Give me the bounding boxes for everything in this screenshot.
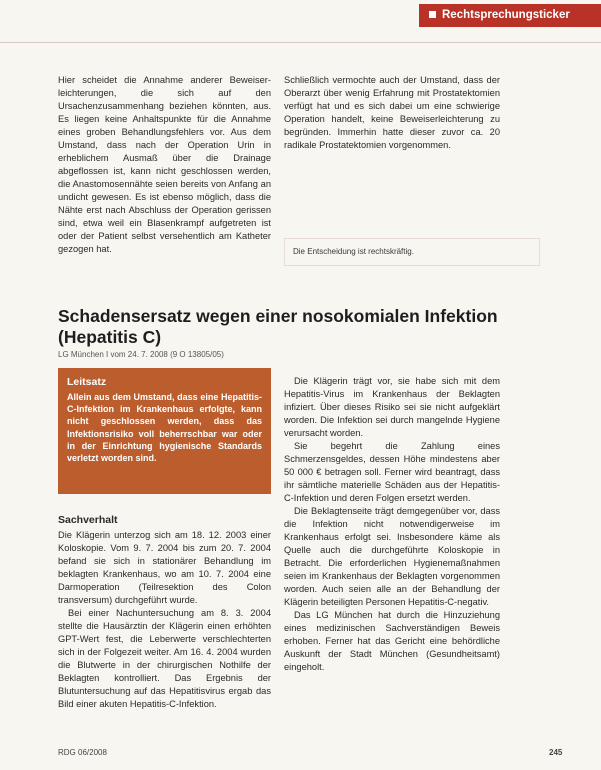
paragraph: Hier scheidet die Annahme anderer Beweiser-leichterungen, die sich auf den Ursachenzusammenhang beziehen könnten, aus. Es liegen keine Anhaltspunkte für die Annahme eines groben Behandlungsfehlers vor. Aus dem Umstand, dass nach der Operation Urin in erheblichem Ausmaß über die Drainage abgeflossen ist, kann nicht geschlossen werden, die Anastomosennähte seien bereits von Anfang an undicht gewesen. Es ist ebenso möglich, dass die Nähte erst nach Abschluss der Operation gerissen sind, etwa weil ein Blasenkrampf aufgetreten ist oder der Patient selbst versehentlich am Katheter gezogen hat. (58, 75, 271, 254)
court-reference: LG München I vom 24. 7. 2008 (9 O 13805/05) (58, 350, 224, 359)
page-number: 245 (549, 748, 563, 757)
section-ticker-badge (419, 4, 601, 27)
paragraph: Sie begehrt die Zahlung eines Schmerzensgeldes, dessen Höhe mindestens aber 50 000 € betragen soll. Ferner wird beantragt, dass ihr sämtliche materielle Schäden aus der Hepatitis-C-Infektion und deren Folgen ersetzt werden. (284, 441, 500, 503)
sachverhalt-heading: Sachverhalt (58, 514, 118, 526)
paragraph: Die Klägerin unterzog sich am 18. 12. 2003 einer Koloskopie. Vom 9. 7. 2004 bis zum 20. 7. 2004 befand sie sich in stationärer Behandlung im beklagten Krankenhaus, wo am 10. 7. 2004 eine Darmoperation (Teilresektion des Colon transversum) durchgeführt wurde. (58, 530, 271, 605)
upper-right-column (284, 74, 500, 152)
paragraph: Die Beklagtenseite trägt demgegenüber vor, dass die Infektion nicht notwendigerweise im Krankenhaus erfolgt sei. Insbesondere käme als Quelle auch die durchgeführte Koloskopie in Betracht. Die erforderlichen Hygienemaßnahmen seien im Krankenhaus der Beklagten vorgenommen worden. Auch seien alle an der Behandlung der Klägerin beteiligten Personen Hepatitis-C-negativ. (284, 506, 500, 607)
paragraph: Die Klägerin trägt vor, sie habe sich mit dem Hepatitis-Virus im Krankenhaus der Beklagten infiziert. Über dieses Risiko sei sie nicht aufgeklärt worden. Die Infektion sei durch mangelnde Hygiene verursacht worden. (284, 376, 500, 438)
lower-left-column (58, 529, 271, 711)
decision-note-text: Die Entscheidung ist rechtskräftig. (293, 247, 414, 256)
lower-right-column (284, 375, 500, 674)
square-bullet-icon (429, 11, 436, 18)
journal-issue: RDG 06/2008 (58, 748, 107, 757)
paragraph: Bei einer Nachuntersuchung am 8. 3. 2004 stellte die Hausärztin der Klägerin einen erhöhten GPT-Wert fest, die Leberwerte verschlechterten sich in der Folgezeit weiter. Am 16. 4. 2004 wurden die Blutwerte in der chirurgischen Nothilfe der Beklagten kontrolliert. Das Ergebnis der Blutuntersuchung auf das Hepatitisvirus ergab das Bild einer akuten Hepatitis-C-Infektion. (58, 608, 271, 709)
leitsatz-heading: Leitsatz (67, 376, 107, 388)
paragraph: Das LG München hat durch die Hinzuziehung eines medizinischen Sachverständigen Beweis erhoben. Ferner hat das Gericht eine behördliche Auskunft der Stadt München (Gesundheitsamt) eingeholt. (284, 610, 500, 672)
top-rule (0, 0, 601, 43)
decision-note (284, 238, 540, 266)
upper-left-column (58, 74, 271, 256)
ticker-label: Rechtsprechungsticker (442, 9, 570, 21)
paragraph: Schließlich vermochte auch der Umstand, dass der Oberarzt über wenig Erfahrung mit Prostatektomien verfügt hat und es sich dabei um eine schwierige Operation handelt, keine Beweiserleichterung zu begründen. Immerhin hatte dieser zuvor ca. 20 radikale Prostatektomien vorgenommen. (284, 75, 500, 150)
leitsatz-text: Allein aus dem Umstand, dass eine Hepatitis-C-Infektion im Krankenhaus erfolgte, kann nicht geschlossen werden, dass das Infektionsrisiko voll beherrschbar war oder in der Einrichtung hygienische Standards verletzt worden sind. (67, 392, 262, 464)
leitsatz-box (58, 368, 271, 494)
article-title: Schadensersatz wegen einer nosokomialen Infektion (Hepatitis C) (58, 306, 498, 347)
